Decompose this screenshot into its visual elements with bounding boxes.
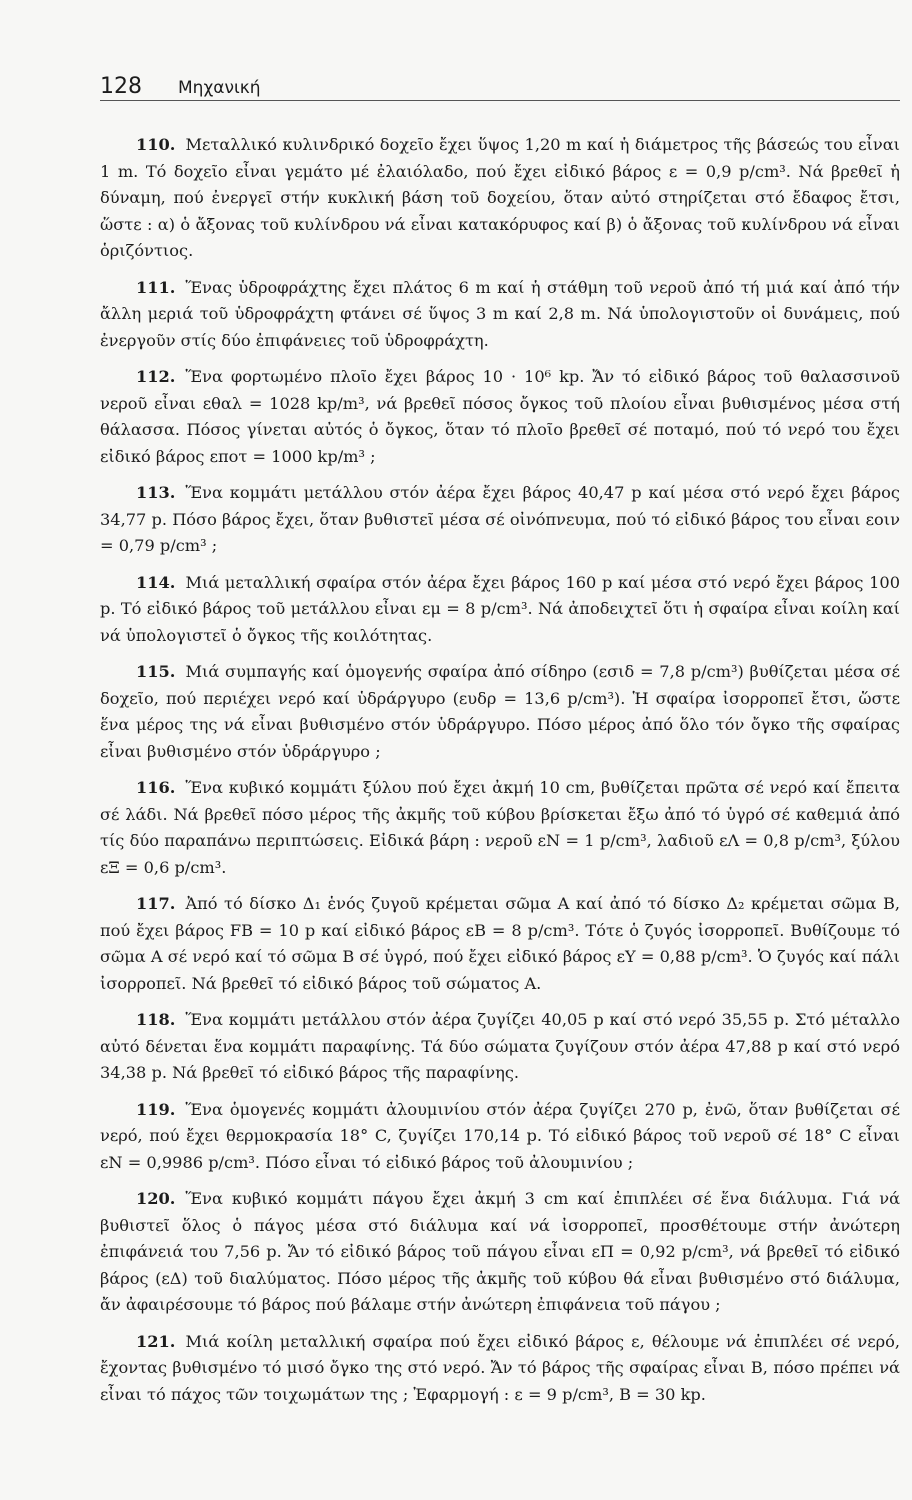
problem-110 xyxy=(100,132,900,265)
problem-text: Ἀπό τό δίσκο Δ₁ ἑνός ζυγοῦ κρέμεται σῶμα Α καί ἀπό τό δίσκο Δ₂ κρέμεται σῶμα Β, πού ἔχει βάρος FB = 10 p καί εἰδικό βάρος εB = 8 p/cm³. Τότε ὁ ζυγός ἰσορροπεῖ. Βυθίζουμε τό σῶμα Α σέ νερό καί τό σῶμα Β σέ ὑγρό, πού ἔχει εἰδικό βάρος εY = 0,88 p/cm³. Ὁ ζυγός καί πάλι ἰσορροπεῖ. Νά βρεθεῖ τό εἰδικό βάρος τοῦ σώματος Α. xyxy=(100,894,900,993)
problem-number: 120. xyxy=(136,1189,176,1208)
problem-number: 113. xyxy=(136,483,176,502)
problem-text: Ἕνας ὑδροφράχτης ἔχει πλάτος 6 m καί ἡ στάθμη τοῦ νεροῦ ἀπό τή μιά καί ἀπό τήν ἄλλη μεριά τοῦ ὑδροφράχτη φτάνει σέ ὕψος 3 m καί 2,8 m. Νά ὑπολογιστοῦν οἱ δυνάμεις, πού ἐνεργοῦν στίς δύο ἐπιφάνειες τοῦ ὑδροφράχτη. xyxy=(100,277,900,350)
problem-text: Μιά μεταλλική σφαίρα στόν ἀέρα ἔχει βάρος 160 p καί μέσα στό νερό ἔχει βάρος 100 p. Τό εἰδικό βάρος τοῦ μετάλλου εἶναι εμ = 8 p/cm³. Νά ἀποδειχτεῖ ὅτι ἡ σφαίρα εἶναι κοίλη καί νά ὑπολογιστεῖ ὁ ὄγκος τῆς κοιλότητας. xyxy=(100,572,900,645)
problem-number: 117. xyxy=(136,894,176,913)
problem-120 xyxy=(100,1186,900,1319)
problem-list xyxy=(100,132,900,1418)
problem-text: Ἕνα κομμάτι μετάλλου στόν ἀέρα ἔχει βάρος 40,47 p καί μέσα στό νερό ἔχει βάρος 34,77 p. Πόσο βάρος ἔχει, ὅταν βυθιστεῖ μέσα σέ οἰνόπνευμα, πού τό εἰδικό βάρος του εἶναι εοιν = 0,79 p/cm³ ; xyxy=(100,483,900,555)
problem-119 xyxy=(100,1097,900,1177)
problem-text: Ἕνα κομμάτι μετάλλου στόν ἀέρα ζυγίζει 40,05 p καί στό νερό 35,55 p. Στό μέταλλο αὐτό δένεται ἕνα κομμάτι παραφίνης. Τά δύο σώματα ζυγίζουν στόν ἀέρα 47,88 p καί στό νερό 34,38 p. Νά βρεθεῖ τό εἰδικό βάρος τῆς παραφίνης. xyxy=(100,1010,900,1082)
problem-number: 119. xyxy=(136,1099,176,1119)
problem-number: 112. xyxy=(136,367,176,386)
header-rule xyxy=(100,100,900,101)
problem-117 xyxy=(100,891,900,997)
problem-number: 118. xyxy=(136,1010,176,1029)
problem-number: 115. xyxy=(136,662,176,681)
problem-113 xyxy=(100,480,900,560)
problem-114 xyxy=(100,570,900,650)
running-title: Μηχανική xyxy=(178,78,261,98)
problem-number: 116. xyxy=(136,778,176,797)
problem-116 xyxy=(100,775,900,881)
problem-115 xyxy=(100,659,900,765)
problem-text: Μιά κοίλη μεταλλική σφαίρα πού ἔχει εἰδικό βάρος ε, θέλουμε νά ἐπιπλέει σέ νερό, ἔχοντας βυθισμένο τό μισό ὄγκο της στό νερό. Ἄν τό βάρος τῆς σφαίρας εἶναι Β, πόσο πρέπει νά εἶναι τό πάχος τῶν τοιχωμάτων της ; Ἐφαρμογή : ε = 9 p/cm³, Β = 30 kp. xyxy=(100,1331,900,1404)
problem-text: Μιά συμπαγής καί ὁμογενής σφαίρα ἀπό σίδηρο (εσιδ = 7,8 p/cm³) βυθίζεται μέσα σέ δοχεῖο, πού περιέχει νερό καί ὑδράργυρο (ευδρ = 13,6 p/cm³). Ἡ σφαίρα ἰσορροπεῖ ἔτσι, ὥστε ἕνα μέρος της νά εἶναι βυθισμένο στόν ὑδράργυρο. Πόσο μέρος ἀπό ὅλο τόν ὄγκο τῆς σφαίρας εἶναι βυθισμένο στόν ὑδράργυρο ; xyxy=(100,662,900,761)
problem-text: Ἕνα ὁμογενές κομμάτι ἀλουμινίου στόν ἀέρα ζυγίζει 270 p, ἐνῶ, ὅταν βυθίζεται σέ νερό, πού ἔχει θερμοκρασία 18° C, ζυγίζει 170,14 p. Τό εἰδικό βάρος τοῦ νεροῦ σέ 18° C εἶναι εN = 0,9986 p/cm³. Πόσο εἶναι τό εἰδικό βάρος τοῦ ἀλουμινίου ; xyxy=(100,1099,900,1172)
problem-111 xyxy=(100,275,900,355)
problem-text: Ἕνα κυβικό κομμάτι πάγου ἔχει ἀκμή 3 cm καί ἐπιπλέει σέ ἕνα διάλυμα. Γιά νά βυθιστεῖ ὅλος ὁ πάγος μέσα στό διάλυμα καί νά ἰσορροπεῖ, προσθέτουμε στήν ἀνώτερη ἐπιφάνειά του 7,56 p. Ἄν τό εἰδικό βάρος τοῦ πάγου εἶναι εΠ = 0,92 p/cm³, νά βρεθεῖ τό εἰδικό βάρος (εΔ) τοῦ διαλύματος. Πόσο μέρος τῆς ἀκμῆς τοῦ κύβου θά εἶναι βυθισμένο στό διάλυμα, ἄν ἀφαιρέσουμε τό βάρος πού βάλαμε στήν ἀνώτερη ἐπιφάνεια τοῦ πάγου ; xyxy=(100,1189,900,1314)
problem-text: Μεταλλικό κυλινδρικό δοχεῖο ἔχει ὕψος 1,20 m καί ἡ διάμετρος τῆς βάσεώς του εἶναι 1 m. Τό δοχεῖο εἶναι γεμάτο μέ ἐλαιόλαδο, πού ἔχει εἰδικό βάρος ε = 0,9 p/cm³. Νά βρεθεῖ ἡ δύναμη, πού ἐνεργεῖ στήν κυκλική βάση τοῦ δοχείου, ὅταν αὐτό στηρίζεται στό ἔδαφος ἔτσι, ὥστε : α) ὁ ἄξονας τοῦ κυλίνδρου νά εἶναι κατακόρυφος καί β) ὁ ἄξονας τοῦ κυλίνδρου νά εἶναι ὁριζόντιος. xyxy=(100,135,900,260)
problem-number: 110. xyxy=(136,135,176,154)
problem-121 xyxy=(100,1329,900,1409)
problem-number: 121. xyxy=(136,1331,176,1351)
problem-number: 111. xyxy=(136,277,176,297)
problem-text: Ἕνα κυβικό κομμάτι ξύλου πού ἔχει ἀκμή 10 cm, βυθίζεται πρῶτα σέ νερό καί ἔπειτα σέ λάδι. Νά βρεθεῖ πόσο μέρος τῆς ἀκμῆς τοῦ κύβου βρίσκεται ἔξω ἀπό τό ὑγρό σέ καθεμιά ἀπό τίς δύο παραπάνω περιπτώσεις. Εἰδικά βάρη : νεροῦ εN = 1 p/cm³, λαδιοῦ εΛ = 0,8 p/cm³, ξύλου εΞ = 0,6 p/cm³. xyxy=(100,778,900,877)
problem-118 xyxy=(100,1007,900,1087)
problem-number: 114. xyxy=(136,572,176,592)
problem-text: Ἕνα φορτωμένο πλοῖο ἔχει βάρος 10 · 10⁶ kp. Ἄν τό εἰδικό βάρος τοῦ θαλασσινοῦ νεροῦ εἶναι εθαλ = 1028 kp/m³, νά βρεθεῖ πόσος ὄγκος τοῦ πλοίου εἶναι βυθισμένος μέσα στή θάλασσα. Πόσος γίνεται αὐτός ὁ ὄγκος, ὅταν τό πλοῖο βρεθεῖ σέ ποταμό, πού τό νερό του ἔχει εἰδικό βάρος εποτ = 1000 kp/m³ ; xyxy=(100,367,900,466)
page-number: 128 xyxy=(100,74,142,99)
problem-112 xyxy=(100,364,900,470)
